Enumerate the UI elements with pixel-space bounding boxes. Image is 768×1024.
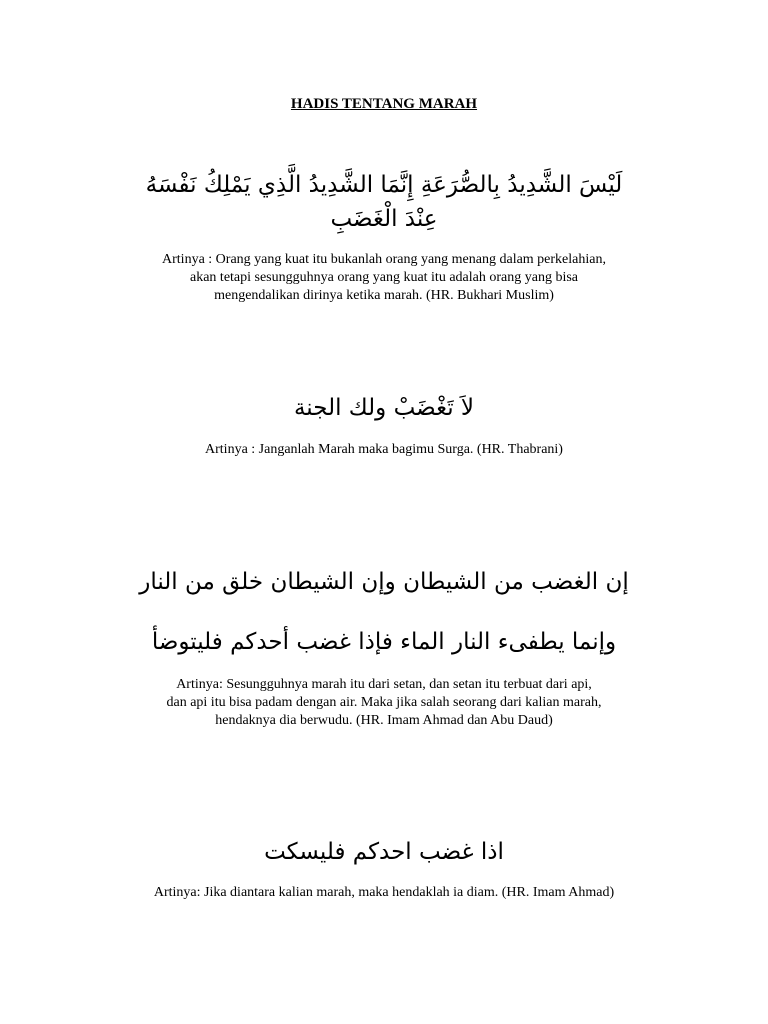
hadith-2-translation	[84, 441, 684, 459]
hadith-4-translation-line-1: Artinya: Jika diantara kalian marah, maka hendaklah ia diam. (HR. Imam Ahmad)	[153, 885, 615, 900]
hadith-1-arabic-line-1: لَيْسَ الشَّدِيدُ بِالصُّرَعَةِ إِنَّمَا الشَّدِيدُ الَّذِي يَمْلِكُ نَفْسَهُ	[145, 172, 623, 198]
hadith-1-arabic	[84, 168, 684, 236]
hadith-2-arabic	[84, 388, 684, 428]
hadith-4-arabic-line-1: اذا غضب احدكم فليسكت	[264, 839, 504, 865]
hadith-3-arabic-line-2: وإنما يطفىء النار الماء فإذا غضب أحدكم فليتوضأ	[151, 629, 617, 655]
hadith-3-translation-line-2: dan api itu bisa padam dengan air. Maka jika salah seorang dari kalian marah,	[166, 695, 602, 710]
hadith-1-translation	[84, 251, 684, 305]
document-title: HADIS TENTANG MARAH	[290, 96, 478, 112]
hadith-3-translation-line-1: Artinya: Sesungguhnya marah itu dari setan, dan setan itu terbuat dari api,	[176, 677, 592, 692]
hadith-1-translation-line-2: akan tetapi sesungguhnya orang yang kuat itu adalah orang yang bisa	[190, 270, 578, 285]
hadith-1-translation-line-1: Artinya : Orang yang kuat itu bukanlah orang yang menang dalam perkelahian,	[162, 252, 606, 267]
hadith-2-translation-line-1: Artinya : Janganlah Marah maka bagimu Surga. (HR. Thabrani)	[205, 442, 563, 457]
hadith-1-translation-line-3: mengendalikan dirinya ketika marah. (HR. Bukhari Muslim)	[214, 288, 554, 303]
hadith-4-arabic	[84, 832, 684, 872]
hadith-3-arabic-line-1: إن الغضب من الشيطان وإن الشيطان خلق من النار	[139, 569, 629, 595]
hadith-3-translation	[84, 676, 684, 730]
hadith-2-arabic-line-1: لاَ تَغْضَبْ ولك الجنة	[293, 395, 475, 421]
hadith-1-arabic-line-2: عِنْدَ الْغَضَبِ	[330, 206, 438, 232]
hadith-3-translation-line-3: hendaknya dia berwudu. (HR. Imam Ahmad dan Abu Daud)	[215, 713, 553, 728]
hadith-3-arabic	[84, 552, 684, 672]
hadith-4-translation	[84, 884, 684, 902]
